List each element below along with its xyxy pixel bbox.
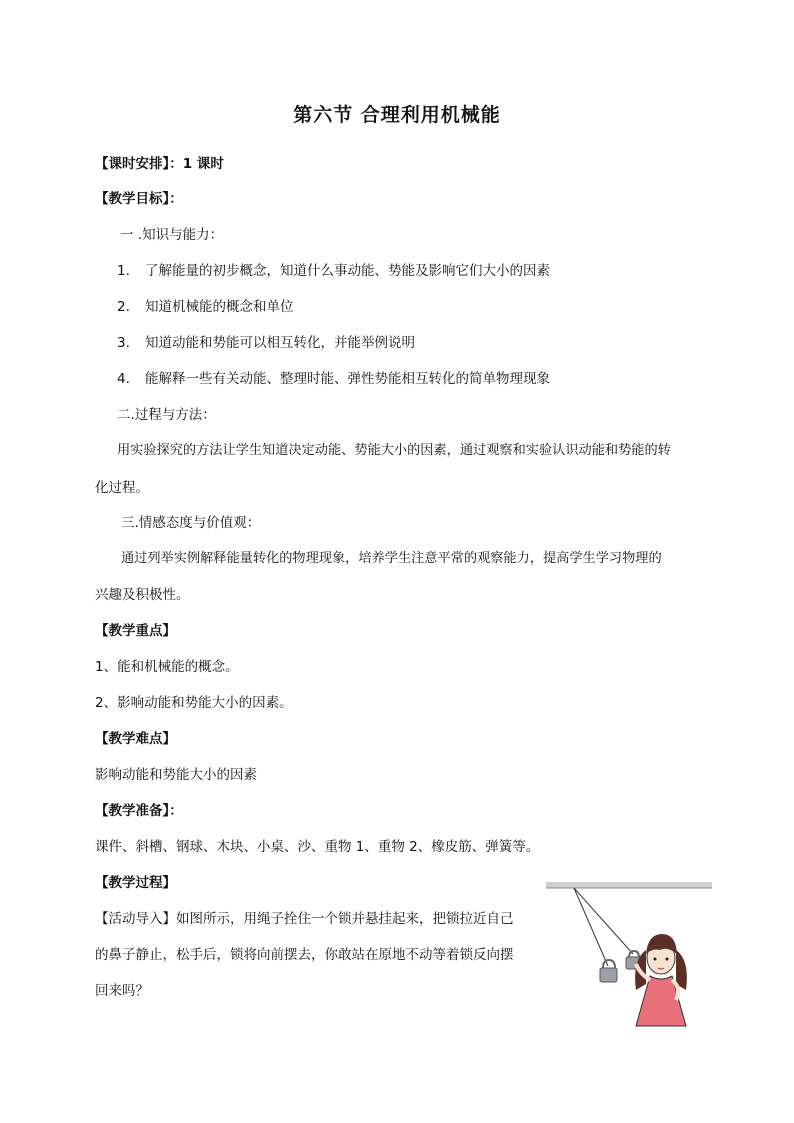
ceiling (546, 882, 712, 888)
prep-heading: 【教学准备】： (95, 803, 183, 819)
item-number: 1. (117, 263, 130, 279)
lock-swing-icon (600, 960, 617, 982)
difficulty-text: 影响动能和势能大小的因素 (95, 767, 257, 783)
list-item (117, 297, 294, 317)
difficulty-heading: 【教学难点】 (95, 731, 176, 747)
teaching-process-heading: 【教学过程】 (95, 875, 176, 891)
item-text: 能解释一些有关动能、整理时能、弹性势能相互转化的简单物理现象 (145, 371, 550, 387)
item-number: 2. (117, 299, 130, 315)
emotion-heading: 三.情感态度与价值观： (121, 515, 261, 531)
item-text: 知道动能和势能可以相互转化，并能举例说明 (145, 335, 415, 351)
rope (574, 888, 633, 954)
item-text: 了解能量的初步概念，知道什么事动能、势能及影响它们大小的因素 (145, 263, 550, 279)
activity-line (95, 909, 514, 929)
emotion-text-cont: 兴趣及积极性。 (95, 587, 190, 603)
list-item (117, 369, 550, 389)
process-text-cont: 化过程。 (95, 480, 149, 496)
prep-text: 课件、斜槽、钢球、木块、小桌、沙、重物 1、重物 2、橡皮筋、弹簧等。 (95, 839, 540, 855)
girl-figure (635, 934, 687, 1026)
key-point: 1、能和机械能的概念。 (95, 659, 239, 675)
list-item (117, 261, 550, 281)
item-number: 3. (117, 335, 130, 351)
key-points-heading: 【教学重点】 (95, 623, 176, 639)
rope-swing (574, 888, 608, 966)
activity-line: 的鼻子静止，松手后，锁将向前摆去，你敢站在原地不动等着锁反向摆 (95, 947, 514, 963)
activity-text: 如图所示，用绳子拴住一个锁并悬挂起来，把锁拉近自己 (176, 911, 514, 927)
item-number: 4. (117, 371, 130, 387)
objectives-heading: 【教学目标】： (95, 191, 183, 207)
activity-label: 【活动导入】 (95, 911, 176, 927)
knowledge-heading: 一 .知识与能力： (120, 227, 224, 243)
list-item (117, 333, 415, 353)
process-text: 用实验探究的方法让学生知道决定动能、势能大小的因素，通过观察和实验认识动能和势能的转 (117, 443, 671, 458)
schedule: 【课时安排】：1 课时 (95, 156, 224, 172)
page-title: 第六节 合理利用机械能 (293, 104, 501, 126)
pendulum-lock-illustration (546, 880, 716, 1030)
process-heading: 二.过程与方法： (117, 407, 216, 423)
key-point: 2、影响动能和势能大小的因素。 (95, 695, 293, 711)
emotion-text: 通过列举实例解释能量转化的物理现象，培养学生注意平常的观察能力，提高学生学习物理的 (121, 551, 662, 566)
item-text: 知道机械能的概念和单位 (145, 299, 294, 315)
activity-line: 回来吗？ (95, 983, 149, 999)
